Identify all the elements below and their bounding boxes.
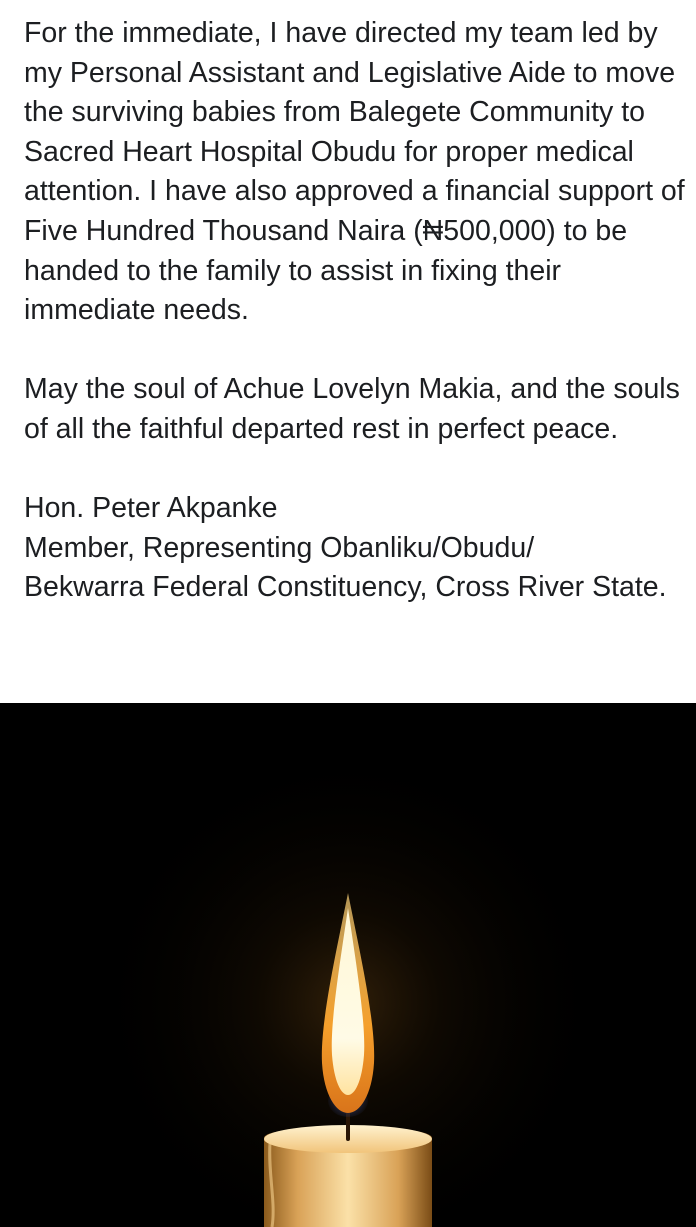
post-text (24, 14, 692, 608)
candle-photo[interactable] (0, 703, 696, 1227)
post-paragraph-1: For the immediate, I have directed my team led by my Personal Assistant and Legislative Aide to move the surviving babies from Balegete Community to Sacred Heart Hospital Obudu for proper medical attention. I have also approved a financial support of Five Hundred Thousand Naira (₦500,000) to be handed to the family to assist in fixing their immediate needs. (24, 17, 685, 327)
post-paragraph-2: May the soul of Achue Lovelyn Makia, and the souls of all the faithful departed rest in perfect peace. (24, 373, 680, 445)
candle-illustration (0, 703, 696, 1227)
signature-title: Member, Representing Obanliku/Obudu/ Bekwarra Federal Constituency, Cross River State. (24, 531, 667, 604)
signature-name: Hon. Peter Akpanke (24, 492, 278, 525)
